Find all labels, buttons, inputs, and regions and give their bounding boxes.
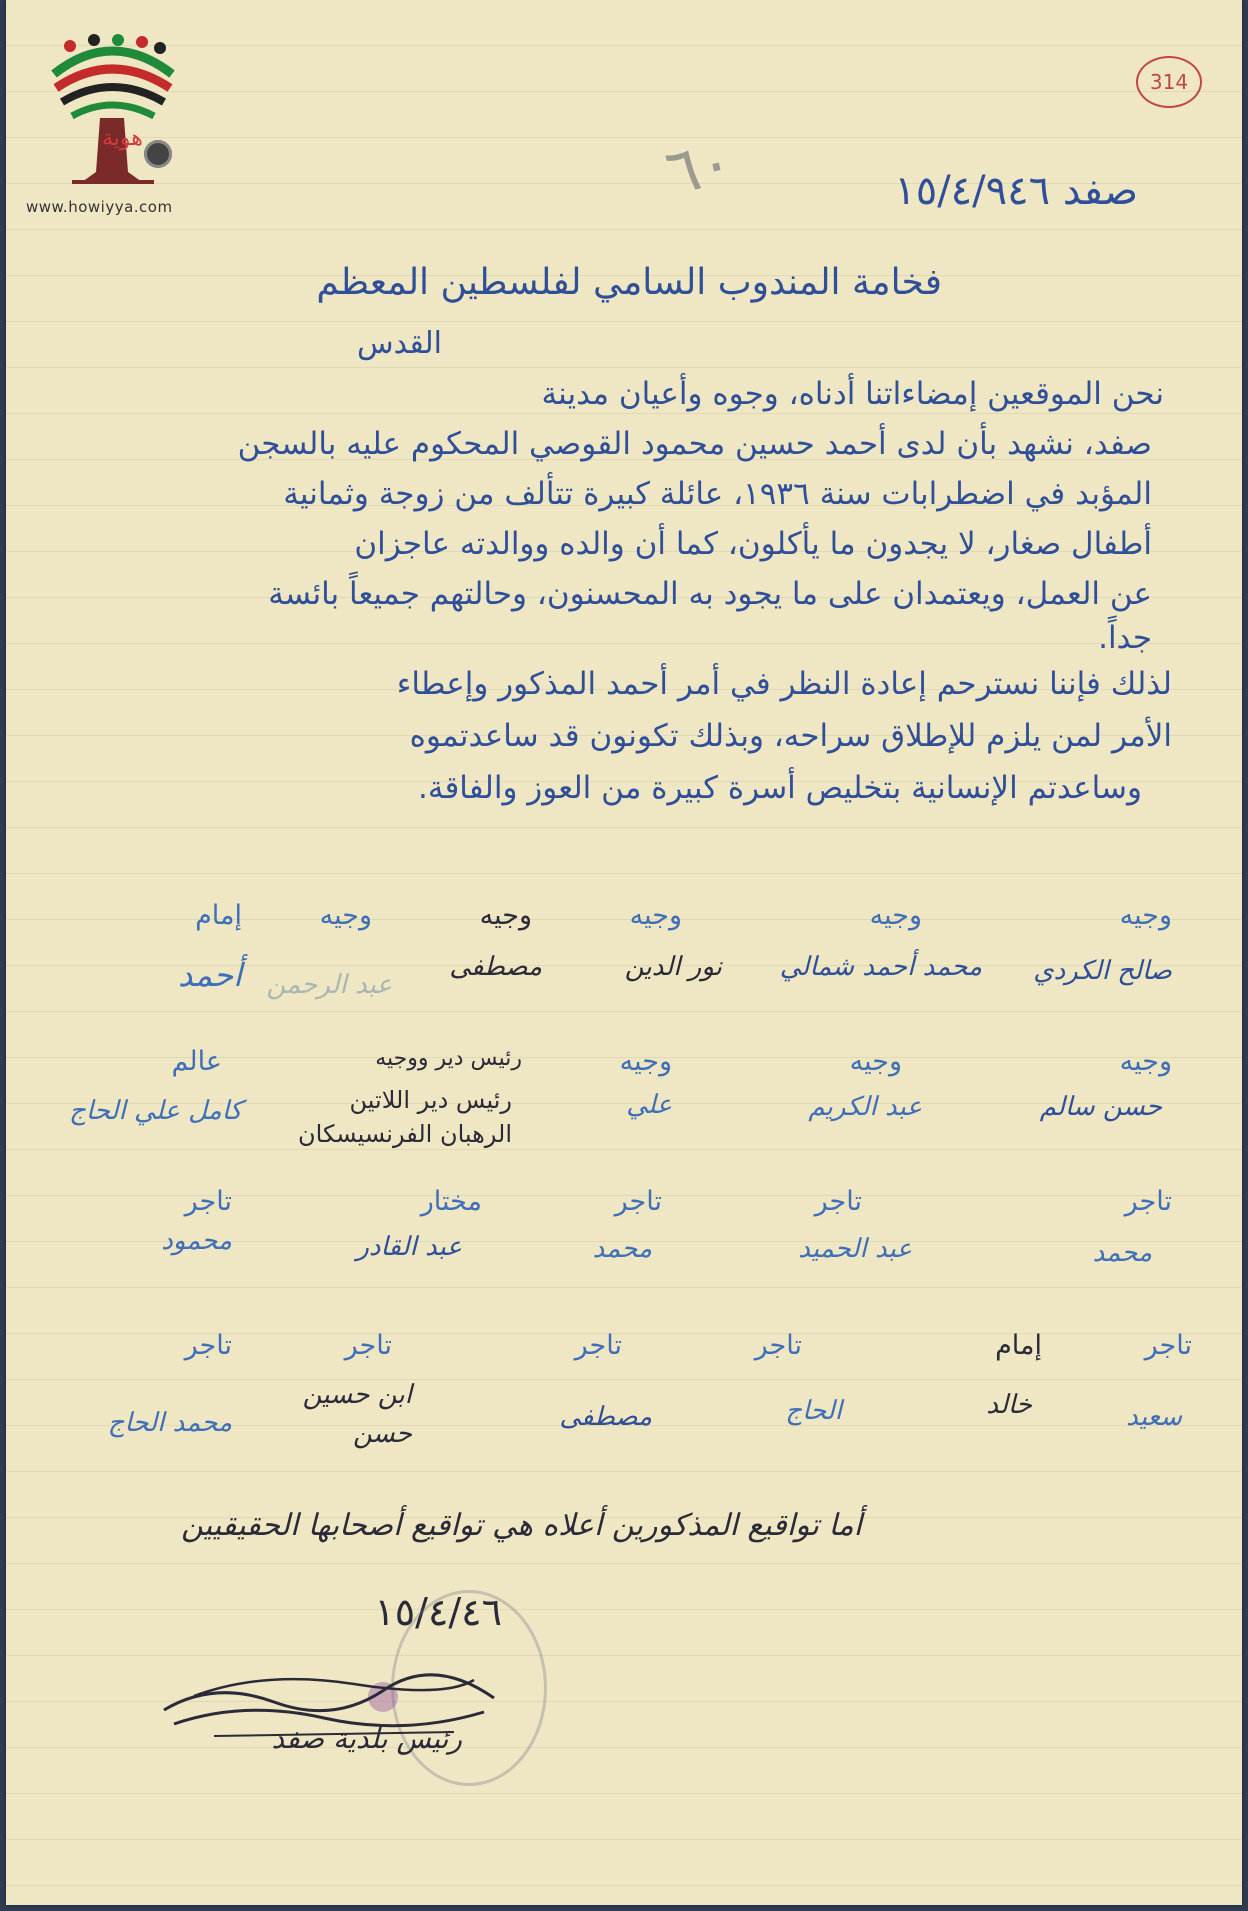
signature-block <box>562 1046 672 1166</box>
signatory-role: وجيه <box>479 900 532 931</box>
signature-block <box>952 1186 1172 1296</box>
signatory-role: تاجر <box>1124 1186 1172 1217</box>
signatory-name: عبد القادر <box>356 1232 462 1262</box>
signatory-role: رئيس دير ووجيه <box>375 1046 522 1071</box>
paper-sheet <box>6 0 1242 1905</box>
signature-block <box>482 1330 662 1460</box>
logo-wordmark: هوية <box>102 126 143 151</box>
place-date: صفد ١٥/٤/٩٤٦ <box>894 168 1138 214</box>
archive-number-stamp: 314 <box>1136 56 1202 108</box>
body-line-2: صفد، نشهد بأن لدى أحمد حسين محمود القوصي المحكوم عليه بالسجن <box>237 426 1152 462</box>
signatory-role: تاجر <box>184 1186 232 1217</box>
signature-block <box>762 900 982 1020</box>
signature-block <box>532 900 722 1020</box>
signature-block <box>298 1046 522 1166</box>
signatory-role: وجيه <box>869 900 922 931</box>
signature-block <box>752 1046 922 1166</box>
signatory-name: سعيد <box>1126 1402 1182 1432</box>
signature-block <box>252 900 392 1020</box>
signatory-name: عبد الرحمن <box>266 970 392 1000</box>
signatory-role: تاجر <box>1144 1330 1192 1361</box>
signatory-role: تاجر <box>754 1330 802 1361</box>
signatory-role: إمام <box>195 900 242 931</box>
signatory-name: أحمد <box>178 956 242 994</box>
signature-block <box>922 1330 1042 1460</box>
signatory-name: نور الدين <box>624 952 722 982</box>
signatory-name: محمد الحاج <box>107 1408 232 1438</box>
signature-block <box>82 1186 232 1296</box>
signatory-name: الحاج <box>785 1396 842 1426</box>
attestation-text: أما تواقيع المذكورين أعلاه هي تواقيع أصحابها الحقيقيين <box>181 1508 862 1543</box>
attestation-date: ١٥/٤/٤٦ <box>374 1590 502 1634</box>
signatory-role: وجيه <box>849 1046 902 1077</box>
signature-block <box>1002 1046 1172 1166</box>
punch-hole <box>144 140 172 168</box>
signatory-name: مصطفى <box>559 1402 652 1432</box>
body-line-8: الأمر لمن يلزم للإطلاق سراحه، وبذلك تكونون قد ساعدتموه <box>409 718 1172 754</box>
body-line-4: أطفال صغار، لا يجدون ما يأكلون، كما أن والده ووالدته عاجزان <box>354 526 1152 562</box>
signatory-name: حسن سالم <box>1039 1092 1162 1122</box>
body-line-1: نحن الموقعين إمضاءاتنا أدناه، وجوه وأعيان مدينة <box>541 376 1164 412</box>
signatory-role: تاجر <box>574 1330 622 1361</box>
signature-block <box>1012 900 1172 1020</box>
body-line-5: عن العمل، ويعتمدان على ما يجود به المحسنون، وحالتهم جميعاً بائسة <box>268 576 1152 612</box>
signatory-name: محمود <box>161 1226 232 1256</box>
signatory-name: عبد الحميد <box>798 1234 912 1264</box>
signatory-role: عالم <box>171 1046 222 1077</box>
signatory-role: وجيه <box>319 900 372 931</box>
signatory-role: وجيه <box>619 1046 672 1077</box>
signatory-role: وجيه <box>1119 1046 1172 1077</box>
signatory-name: علي <box>626 1090 672 1120</box>
attestation-signer: رئيس بلدية صفد <box>271 1722 462 1755</box>
signatory-name: مصطفى <box>449 952 542 982</box>
signatory-name: محمد <box>592 1234 652 1264</box>
signatory-name: خالد <box>986 1390 1032 1420</box>
addressee: فخامة المندوب السامي لفلسطين المعظم <box>316 262 942 303</box>
signatory-role: وجيه <box>1119 900 1172 931</box>
signature-block <box>242 1186 482 1296</box>
logo-website-link[interactable]: www.howiyya.com <box>26 198 173 216</box>
signatory-role: تاجر <box>614 1186 662 1217</box>
signature-block <box>712 1186 912 1296</box>
signatory-name: صالح الكردي <box>1033 956 1172 986</box>
signatory-role: تاجر <box>344 1330 392 1361</box>
signatory-role: مختار <box>420 1186 482 1217</box>
folio-mark: ٦٠ <box>659 123 740 210</box>
city: القدس <box>356 326 442 361</box>
signatory-name: محمد أحمد شمالي <box>779 952 982 982</box>
howiyya-logo <box>42 32 182 192</box>
body-line-7: لذلك فإننا نسترحم إعادة النظر في أمر أحمد المذكور وإعطاء <box>396 666 1172 702</box>
body-line-6: جداً. <box>1098 620 1152 656</box>
signatory-role: تاجر <box>814 1186 862 1217</box>
signatory-role: إمام <box>995 1330 1042 1361</box>
signature-block <box>1062 1330 1192 1460</box>
signatory-name: ابن حسين حسن <box>302 1380 412 1449</box>
signatory-name: رئيس دير اللاتين الرهبان الفرنسيسكان <box>298 1086 512 1148</box>
body-line-3: المؤبد في اضطرابات سنة ١٩٣٦، عائلة كبيرة تتألف من زوجة وثمانية <box>283 476 1152 512</box>
signatory-name: محمد <box>1092 1238 1152 1268</box>
signature-block <box>92 900 242 1020</box>
signature-block <box>692 1330 862 1460</box>
tree-logo-icon <box>42 32 182 192</box>
signatory-name: عبد الكريم <box>808 1092 922 1122</box>
signatory-role: تاجر <box>184 1330 232 1361</box>
body-line-9: وساعدتم الإنسانية بتخليص أسرة كبيرة من العوز والفاقة. <box>417 770 1142 806</box>
signatory-name: كامل علي الحاج <box>69 1096 242 1126</box>
signature-block <box>69 1046 242 1166</box>
signature-block <box>412 900 542 1020</box>
signature-block <box>552 1186 662 1296</box>
signatory-role: وجيه <box>629 900 682 931</box>
signature-block <box>262 1330 412 1470</box>
signature-block <box>82 1330 232 1460</box>
